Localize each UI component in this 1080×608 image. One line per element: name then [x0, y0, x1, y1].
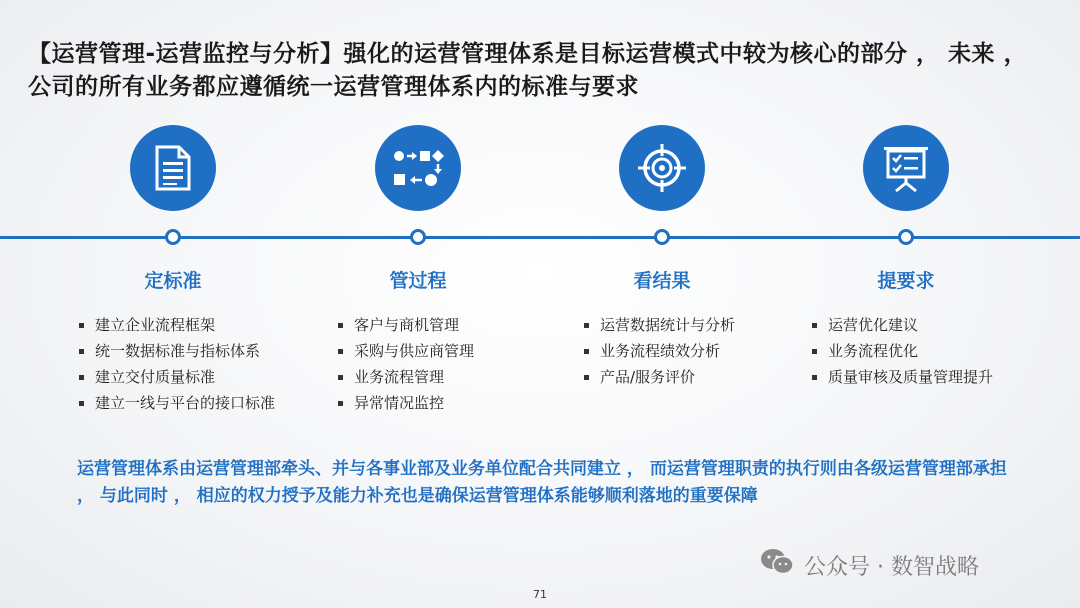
list-item: 建立企业流程框架 — [77, 312, 275, 338]
column-manage-process — [288, 0, 528, 608]
list-item: 业务流程优化 — [810, 338, 993, 364]
column-title: 定标准 — [144, 270, 202, 292]
document-icon — [130, 125, 216, 211]
list-item: 运营数据统计与分析 — [582, 312, 735, 338]
list-item: 建立一线与平台的接口标准 — [77, 390, 275, 416]
list-item: 业务流程绩效分析 — [582, 338, 735, 364]
slide-title: 【运营管理-运营监控与分析】强化的运营管理体系是目标运营模式中较为核心的部分 ， 未来 ， 公司的所有业务都应遵循统一运营管理体系内的标准与要求 — [28, 41, 1028, 100]
list-item: 产品/服务评价 — [582, 364, 735, 390]
bullet-list — [336, 312, 474, 416]
timeline-node — [410, 229, 426, 245]
process-flow-icon — [375, 125, 461, 211]
list-item: 业务流程管理 — [336, 364, 474, 390]
column-view-results — [532, 0, 772, 608]
list-item: 建立交付质量标准 — [77, 364, 275, 390]
list-item: 质量审核及质量管理提升 — [810, 364, 993, 390]
bullet-list — [582, 312, 735, 390]
timeline-node — [654, 229, 670, 245]
watermark — [760, 548, 979, 582]
column-define-standards — [43, 0, 283, 608]
column-title: 看结果 — [633, 270, 691, 292]
list-item: 统一数据标准与指标体系 — [77, 338, 275, 364]
watermark-text: 公众号 · 数智战略 — [804, 554, 979, 580]
list-item: 采购与供应商管理 — [336, 338, 474, 364]
summary-text: 运营管理体系由运营管理部牵头、并与各事业部及业务单位配合共同建立 ， 而运营管理职责的执行则由各级运营管理部承担 ， 与此同时 ， 相应的权力授予及能力补充也是确保运营管理体系能够顺利落地的重要保障 — [77, 459, 1007, 506]
column-set-requirements — [776, 0, 1016, 608]
list-item: 客户与商机管理 — [336, 312, 474, 338]
timeline-node — [898, 229, 914, 245]
target-icon — [619, 125, 705, 211]
list-item: 异常情况监控 — [336, 390, 474, 416]
bullet-list — [77, 312, 275, 416]
presentation-board-icon — [863, 125, 949, 211]
page-number: 71 — [533, 588, 547, 601]
bullet-list — [810, 312, 993, 390]
list-item: 运营优化建议 — [810, 312, 993, 338]
timeline-node — [165, 229, 181, 245]
column-title: 管过程 — [389, 270, 447, 292]
column-title: 提要求 — [877, 270, 935, 292]
wechat-icon — [760, 548, 794, 582]
